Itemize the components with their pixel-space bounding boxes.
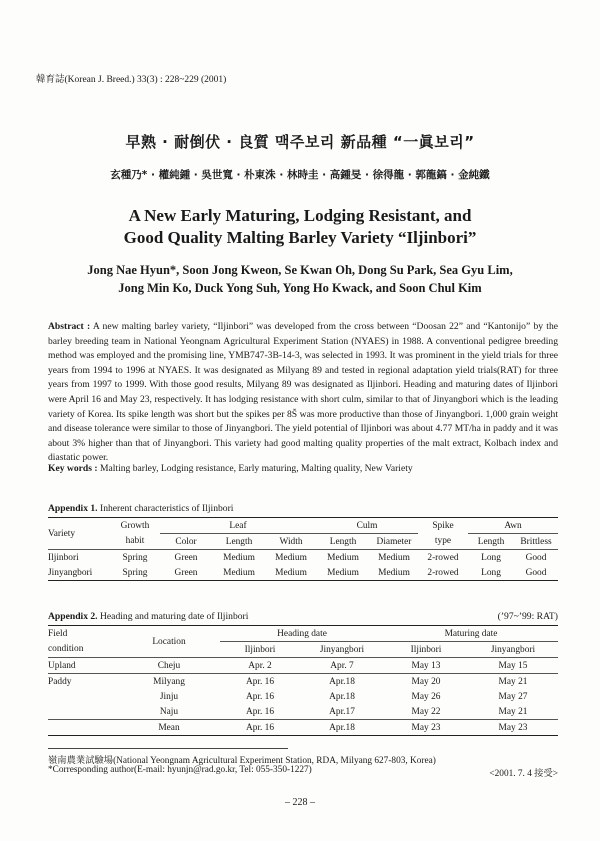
- journal-reference: 韓育誌(Korean J. Breed.) 33(3) : 228~229 (2001): [36, 75, 227, 85]
- keywords-text: Malting barley, Lodging resistance, Early maturing, Malting quality, New Variety: [99, 463, 413, 474]
- header-maturing-jinyangbori: Jinyangbori: [490, 644, 536, 655]
- appendix-2-table: [48, 625, 558, 736]
- cell: Apr. 16: [245, 691, 275, 702]
- cell: Spring: [122, 552, 148, 563]
- footnote-affiliation: 嶺南農業試驗場(National Yeongnam Agricultural Experiment Station, RDA, Milyang 627-803, Korea): [48, 756, 436, 766]
- cell: Cheju: [157, 660, 181, 671]
- keywords: [48, 463, 558, 474]
- header-habit: habit: [125, 536, 145, 547]
- cell: Apr. 16: [245, 676, 275, 687]
- header-culm: Culm: [316, 518, 418, 534]
- header-leaf-length: Length: [225, 536, 253, 547]
- cell: Long: [481, 552, 501, 563]
- abstract-text: A new malting barley variety, “Iljinbori” was developed from the cross between “Doosan 22” and “Kantonijo” by the barley breeding team in National Yeongnam Agricultural Experiment Station (NYAES) in 1988. A conventional pedigree breeding method was employed and the promising line, YMB747-3B-14-3, was selected in 1993. It was prominent in the yield trials for three years from 1994 to 1996 at NYAES. It was designated as Milyang 89 and tested in regional adaptation yield trials(RAT) for three years from 1997 to 1999. With those good results, Milyang 89 was designated as Iljinbori. Heading and maturing dates of Iljinbori were April 16 and May 23, respectively. It has lodging resistance with short culm, similar to that of Jinyangbori which is the leading variety of Korea. Its spike length was short but the spikes per 8Š was more productive than those of Jinyangbori. 1,000 grain weight and disease tolerance were similar to those of Jinyangbori. The yield potential of Iljinbori was about 4.77 MT/ha in paddy and it was about 3% higher than that of Jinyangbori. This variety had good malting quality properties of the malt extract, Kolbach index and diastatic power.: [48, 321, 559, 464]
- cell: May 23: [411, 722, 441, 733]
- cell: Apr.17: [329, 706, 355, 717]
- header-brittless: Brittless: [520, 536, 552, 547]
- header-awn-length: Length: [477, 536, 505, 547]
- abstract: [48, 320, 558, 466]
- cell: Spring: [122, 567, 148, 578]
- header-condition: condition: [48, 644, 84, 655]
- appendix-1-header-row-1: [48, 518, 558, 534]
- cell: May 21: [498, 706, 528, 717]
- cell: May 15: [498, 660, 528, 671]
- table-row: [48, 674, 558, 690]
- header-maturing-date: Maturing date: [384, 626, 558, 642]
- header-color: Color: [175, 536, 197, 547]
- cell: Apr. 16: [245, 706, 275, 717]
- cell: Jinyangbori: [48, 567, 93, 578]
- cell: May 22: [411, 706, 441, 717]
- header-growth: Growth: [120, 520, 150, 531]
- appendix-1-caption: [48, 503, 233, 514]
- english-title-line-2: Good Quality Malting Barley Variety “Iljinbori”: [123, 228, 477, 247]
- cell: Iljinbori: [48, 552, 79, 563]
- appendix-1-label: Appendix 1.: [48, 503, 98, 514]
- header-diameter: Diameter: [376, 536, 412, 547]
- cell: May 23: [498, 722, 528, 733]
- cell: Good: [525, 567, 547, 578]
- abstract-label: Abstract :: [48, 321, 91, 332]
- cell: [48, 720, 118, 736]
- header-heading-date: Heading date: [220, 626, 384, 642]
- appendix-1-header-row-2: [48, 534, 558, 550]
- korean-title: 早熟 · 耐倒伏 · 良質 맥주보리 新品種 “一眞보리”: [125, 133, 475, 151]
- appendix-2-header-row-1: [48, 626, 558, 642]
- cell: May 13: [411, 660, 441, 671]
- cell: Jinju: [159, 691, 179, 702]
- table-row: [48, 565, 558, 581]
- header-location: Location: [152, 636, 186, 647]
- keywords-label: Key words :: [48, 463, 98, 474]
- cell: Green: [174, 552, 198, 563]
- header-awn: Awn: [468, 518, 558, 534]
- cell: May 26: [411, 691, 441, 702]
- header-spike-type: type: [434, 536, 452, 547]
- footnote-received: <2001. 7. 4 接受>: [489, 769, 558, 779]
- cell: Medium: [378, 567, 410, 578]
- appendix-2-title: Heading and maturing date of Iljinbori: [100, 611, 249, 622]
- english-title: [0, 205, 600, 249]
- english-authors-line-2: Jong Min Ko, Duck Yong Suh, Yong Ho Kwack, and Soon Chul Kim: [118, 281, 482, 295]
- cell: Paddy: [48, 676, 72, 687]
- cell: Upland: [48, 660, 76, 671]
- header-heading-jinyangbori: Jinyangbori: [319, 644, 365, 655]
- table-row: [48, 720, 558, 736]
- cell: [48, 689, 118, 704]
- english-title-line-1: A New Early Maturing, Lodging Resistant, and: [128, 206, 472, 225]
- header-width: Width: [279, 536, 303, 547]
- cell: Apr.18: [329, 722, 355, 733]
- header-heading-iljinbori: Iljinbori: [244, 644, 276, 655]
- header-spike: Spike: [432, 520, 454, 531]
- appendix-1-title: Inherent characteristics of Iljinbori: [100, 503, 234, 514]
- table-row: [48, 689, 558, 704]
- korean-authors: 玄種乃* · 權純鍾 · 吳世寬 · 朴東洙 · 林時圭 · 高鍾旻 · 徐得龍 · 郭龍鎬 · 金純鐵: [110, 169, 490, 181]
- footnote-corresponding: *Corresponding author(E-mail: hyunjn@rad.go.kr, Tel: 055-350-1227): [48, 765, 312, 775]
- appendix-2-label: Appendix 2.: [48, 611, 98, 622]
- cell: Medium: [275, 552, 307, 563]
- english-authors-line-1: Jong Nae Hyun*, Soon Jong Kweon, Se Kwan Oh, Dong Su Park, Sea Gyu Lim,: [87, 263, 513, 277]
- cell: Medium: [223, 567, 255, 578]
- header-leaf: Leaf: [160, 518, 316, 534]
- cell: Medium: [223, 552, 255, 563]
- cell: Apr. 7: [330, 660, 354, 671]
- table-row: [48, 704, 558, 720]
- page-number: – 228 –: [285, 797, 315, 808]
- cell: May 27: [498, 691, 528, 702]
- cell: May 20: [411, 676, 441, 687]
- cell: 2-rowed: [427, 552, 459, 563]
- header-maturing-iljinbori: Iljinbori: [410, 644, 442, 655]
- cell: Mean: [158, 722, 180, 733]
- cell: Medium: [275, 567, 307, 578]
- cell: Medium: [327, 567, 359, 578]
- cell: Apr.18: [329, 676, 355, 687]
- cell: Apr. 16: [245, 722, 275, 733]
- cell: Apr. 2: [248, 660, 272, 671]
- table-row: [48, 658, 558, 674]
- header-variety: Variety: [48, 528, 76, 539]
- cell: Good: [525, 552, 547, 563]
- cell: Naju: [159, 706, 179, 717]
- header-field: Field: [48, 628, 68, 639]
- cell: Apr.18: [329, 691, 355, 702]
- cell: Long: [481, 567, 501, 578]
- cell: May 21: [498, 676, 528, 687]
- footnote-rule: [48, 748, 288, 749]
- cell: Medium: [378, 552, 410, 563]
- cell: Green: [174, 567, 198, 578]
- cell: Medium: [327, 552, 359, 563]
- cell: 2-rowed: [427, 567, 459, 578]
- cell: Milyang: [153, 676, 185, 687]
- appendix-2-note: (’97~’99: RAT): [497, 611, 558, 622]
- table-row: [48, 550, 558, 566]
- cell: [48, 704, 118, 720]
- appendix-1-table: [48, 517, 558, 581]
- english-authors: [0, 261, 600, 297]
- header-culm-length: Length: [329, 536, 357, 547]
- appendix-2-caption: [48, 611, 248, 622]
